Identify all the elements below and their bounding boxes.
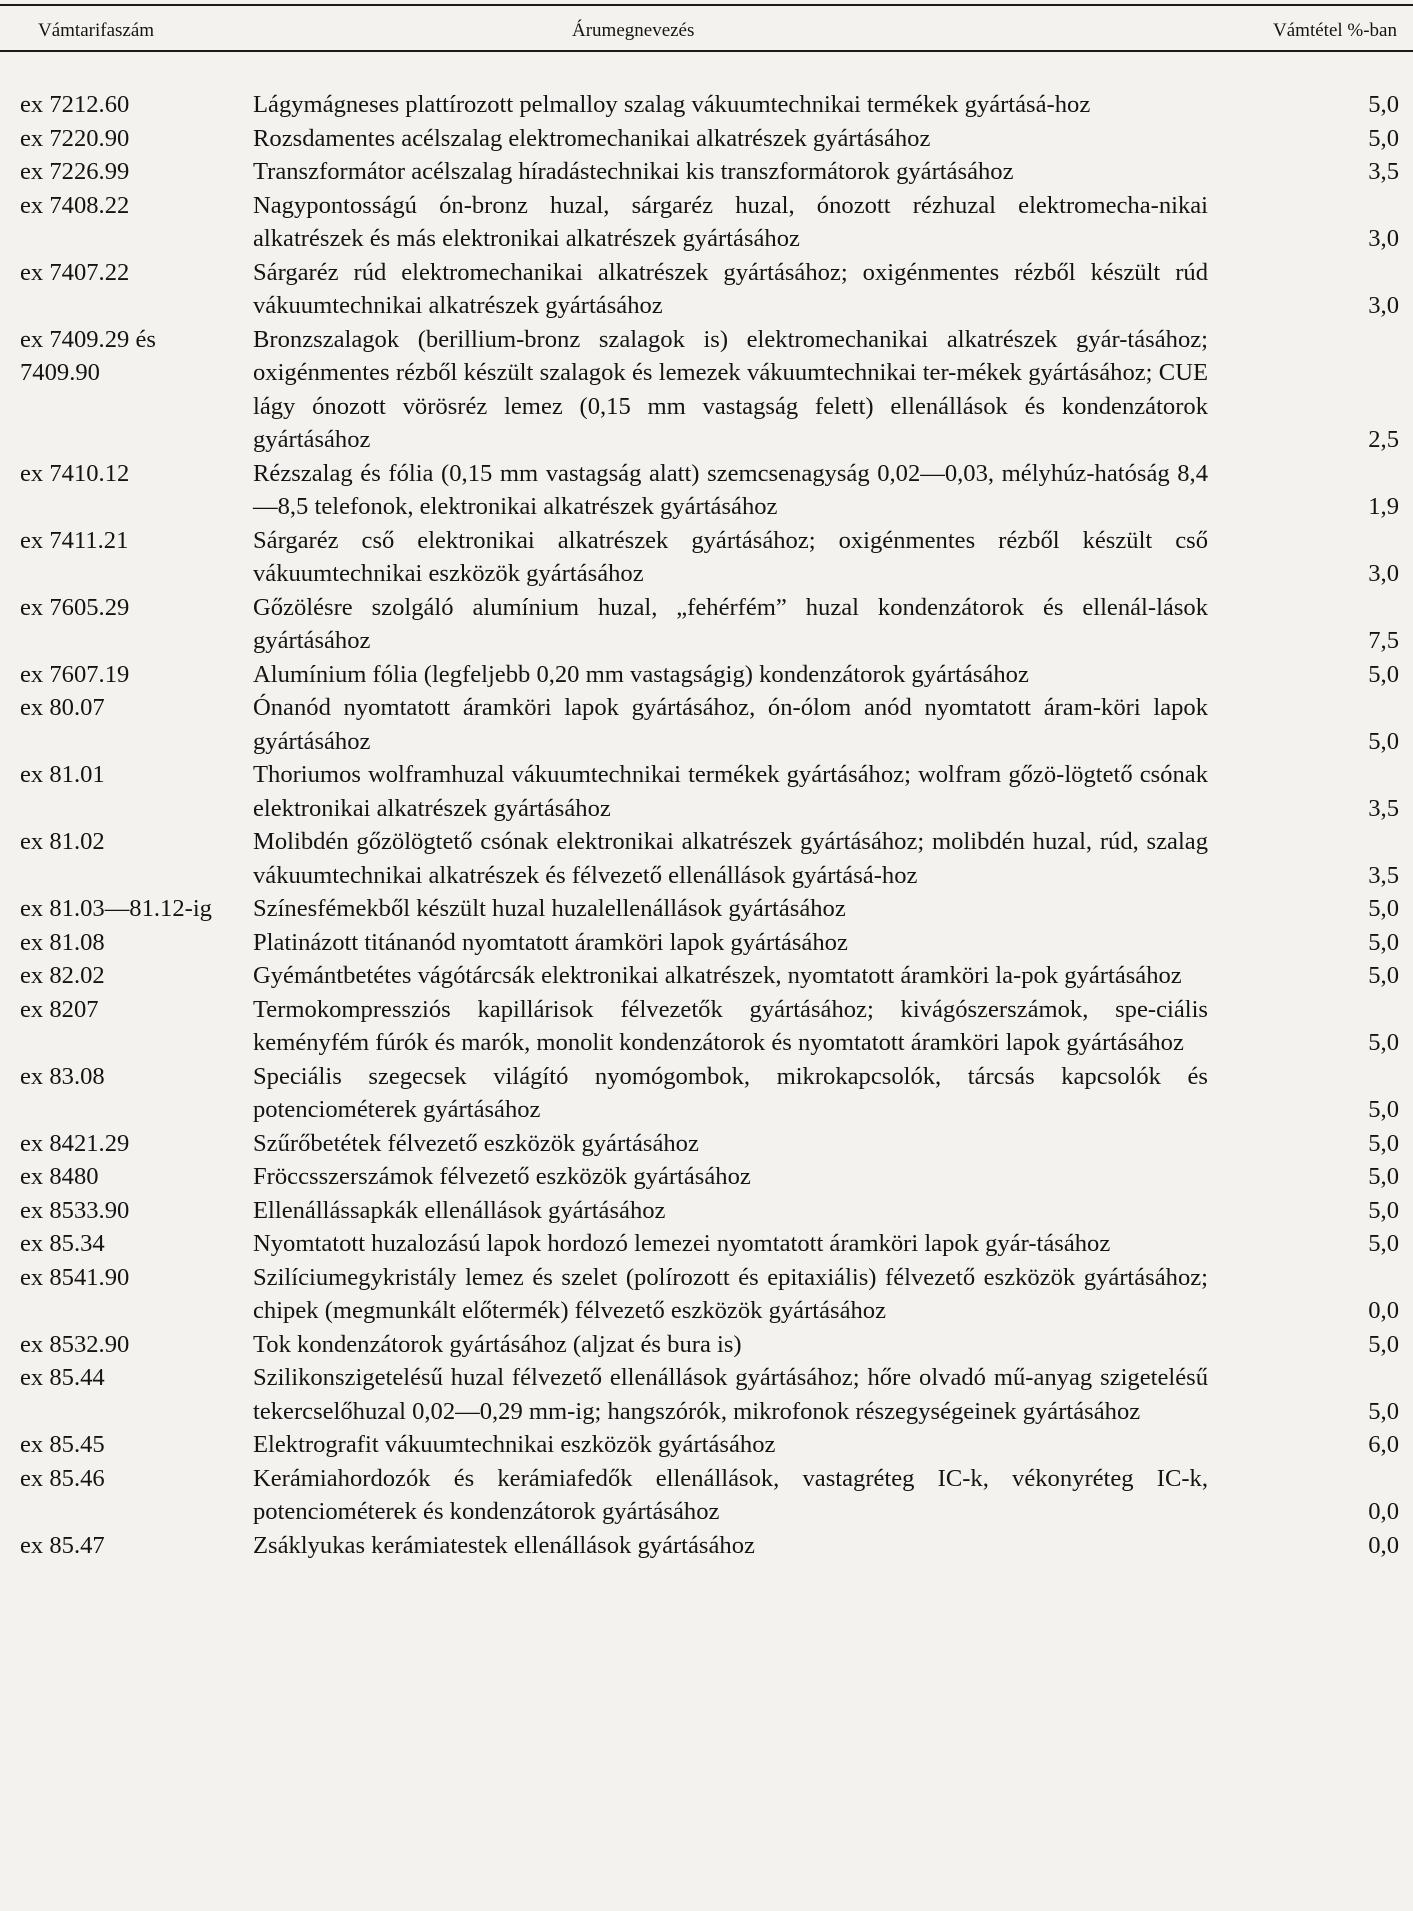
tariff-code: ex 85.46 [20, 1464, 105, 1492]
product-description: Kerámiahordozók és kerámiafedők ellenállások, vastagréteg IC-k, vékonyréteg IC-k, potenciométerek és kondenzátorok gyártásához [253, 1464, 1208, 1525]
table-row [0, 591, 1413, 658]
tariff-code: ex 81.03—81.12-ig [20, 895, 212, 922]
product-description: Platinázott titánanód nyomtatott áramköri lapok gyártásához [253, 928, 848, 956]
duty-rate: 3,0 [1368, 225, 1399, 252]
tariff-code: ex 8541.90 [20, 1263, 130, 1291]
table-row [0, 658, 1413, 692]
table-row [0, 959, 1413, 993]
product-description: Rozsdamentes acélszalag elektromechanikai alkatrészek gyártásához [253, 124, 931, 152]
duty-rate: 5,0 [1368, 1029, 1399, 1056]
header-rule [0, 50, 1413, 52]
table-row [0, 323, 1413, 457]
product-description: Molibdén gőzölögtető csónak elektronikai alkatrészek gyártásához; molibdén huzal, rúd, szalag vákuumtechnikai alkatrészek és félvezető ellenállások gyártásá-hoz [253, 828, 1208, 889]
duty-rate: 3,5 [1368, 794, 1399, 822]
tariff-code: ex 8533.90 [20, 1196, 130, 1224]
product-description: Transzformátor acélszalag híradástechnikai kis transzformátorok gyártásához [253, 158, 1014, 185]
tariff-code: ex 85.47 [20, 1531, 105, 1559]
tariff-code: ex 81.08 [20, 928, 105, 956]
duty-rate: 5,0 [1368, 962, 1399, 989]
tariff-code: ex 7410.12 [20, 459, 130, 487]
tariff-code: ex 7212.60 [20, 91, 130, 118]
duty-rate: 3,5 [1368, 158, 1399, 185]
duty-rate: 2,5 [1368, 426, 1399, 453]
table-row [0, 1227, 1413, 1261]
product-description: Sárgaréz cső elektronikai alkatrészek gyártásához; oxigénmentes rézből készült cső vákuumtechnikai eszközök gyártásához [253, 526, 1208, 587]
table-row [0, 1060, 1413, 1127]
product-description: Tok kondenzátorok gyártásához (aljzat és bura is) [253, 1330, 742, 1358]
duty-rate: 5,0 [1368, 1129, 1399, 1157]
header-rate: Vámtétel %-ban [1273, 20, 1397, 41]
duty-rate: 0,0 [1368, 1531, 1399, 1559]
table-row [0, 256, 1413, 323]
table-body [0, 88, 1413, 1562]
duty-rate: 7,5 [1368, 627, 1399, 654]
tariff-code: ex 7407.22 [20, 258, 130, 286]
duty-rate: 5,0 [1368, 1397, 1399, 1425]
tariff-code: ex 80.07 [20, 694, 105, 721]
table-row [0, 1261, 1413, 1328]
table-row [0, 892, 1413, 926]
product-description: Elektrografit vákuumtechnikai eszközök gyártásához [253, 1431, 776, 1458]
product-description: Thoriumos wolframhuzal vákuumtechnikai termékek gyártásához; wolfram gőzö-lögtető csónak elektronikai alkatrészek gyártásához [253, 761, 1208, 822]
tariff-code: ex 7411.21 [20, 526, 129, 554]
table-header [0, 6, 1413, 50]
product-description: Gőzölésre szolgáló alumínium huzal, „fehérfém” huzal kondenzátorok és ellenál-lások gyártásához [253, 593, 1208, 654]
table-row [0, 1127, 1413, 1161]
table-row [0, 926, 1413, 960]
duty-rate: 6,0 [1368, 1431, 1399, 1458]
duty-rate: 5,0 [1368, 1196, 1399, 1224]
duty-rate: 3,0 [1368, 560, 1399, 587]
product-description: Speciális szegecsek világító nyomógombok, mikrokapcsolók, tárcsás kapcsolók és potenciométerek gyártásához [253, 1062, 1208, 1123]
product-description: Szűrőbetétek félvezető eszközök gyártásához [253, 1129, 699, 1157]
product-description: Nagypontosságú ón-bronz huzal, sárgaréz huzal, ónozott rézhuzal elektromecha-nikai alkatrészek és más elektronikai alkatrészek gyártásához [253, 191, 1208, 252]
product-description: Fröccsszerszámok félvezető eszközök gyártásához [253, 1163, 751, 1190]
duty-rate: 5,0 [1368, 124, 1399, 152]
table-row [0, 155, 1413, 189]
product-description: Alumínium fólia (legfeljebb 0,20 mm vastagságig) kondenzátorok gyártásához [253, 660, 1029, 688]
duty-rate: 5,0 [1368, 660, 1399, 688]
duty-rate: 5,0 [1368, 1096, 1399, 1123]
product-description: Bronzszalagok (berillium-bronz szalagok is) elektromechanikai alkatrészek gyár-tásához; oxigénmentes rézből készült szalagok és lemezek vákuumtechnikai ter-mékek gyártásához; CUE lágy ónozott vörösréz lemez (0,15 mm vastagság felett) ellenállások és kondenzátorok gyártásához [253, 325, 1208, 453]
product-description: Szilíciumegykristály lemez és szelet (polírozott és epitaxiális) félvezető eszközök gyártásához; chipek (megmunkált előtermék) félvezető eszközök gyártásához [253, 1263, 1208, 1324]
product-description: Szilikonszigetelésű huzal félvezető ellenállások gyártásához; hőre olvadó mű-anyag szigetelésű tekercselőhuzal 0,02—0,29 mm-ig; hangszórók, mikrofonok részegységeinek gyártásához [253, 1364, 1208, 1425]
duty-rate: 5,0 [1368, 1330, 1399, 1358]
duty-rate: 3,5 [1368, 861, 1399, 889]
table-row [0, 189, 1413, 256]
tariff-code: ex 8421.29 [20, 1129, 130, 1157]
table-row [0, 457, 1413, 524]
product-description: Ónanód nyomtatott áramköri lapok gyártásához, ón-ólom anód nyomtatott áram-köri lapok gyártásához [253, 694, 1208, 755]
table-row [0, 1361, 1413, 1428]
table-row [0, 691, 1413, 758]
table-row [0, 758, 1413, 825]
table-row [0, 1529, 1413, 1563]
tariff-code: ex 85.34 [20, 1230, 105, 1257]
duty-rate: 5,0 [1368, 895, 1399, 922]
duty-rate: 0,0 [1368, 1297, 1399, 1324]
product-description: Rézszalag és fólia (0,15 mm vastagság alatt) szemcsenagyság 0,02—0,03, mélyhúz-hatóság 8,4—8,5 telefonok, elektronikai alkatrészek gyártásához [253, 459, 1208, 520]
product-description: Ellenállássapkák ellenállások gyártásához [253, 1196, 666, 1224]
tariff-code: ex 81.02 [20, 828, 105, 855]
product-description: Nyomtatott huzalozású lapok hordozó lemezei nyomtatott áramköri lapok gyár-tásához [253, 1230, 1111, 1257]
duty-rate: 5,0 [1368, 91, 1399, 118]
tariff-code: ex 7220.90 [20, 124, 130, 152]
tariff-code: ex 7226.99 [20, 158, 130, 185]
tariff-code: ex 85.45 [20, 1431, 105, 1458]
tariff-code: ex 85.44 [20, 1364, 105, 1391]
duty-rate: 3,0 [1368, 292, 1399, 319]
tariff-code: ex 8207 [20, 995, 99, 1023]
table-row [0, 993, 1413, 1060]
table-row [0, 1194, 1413, 1228]
tariff-code: ex 7607.19 [20, 660, 130, 688]
tariff-code: ex 7408.22 [20, 191, 130, 219]
table-row [0, 1428, 1413, 1462]
product-description: Gyémántbetétes vágótárcsák elektronikai alkatrészek, nyomtatott áramköri la-pok gyártásához [253, 962, 1182, 989]
table-row [0, 1160, 1413, 1194]
product-description: Termokompressziós kapillárisok félvezetők gyártásához; kivágószerszámok, spe-ciális keményfém fúrók és marók, monolit kondenzátorok és nyomtatott áramköri lapok gyártásához [253, 995, 1208, 1056]
duty-rate: 5,0 [1368, 1163, 1399, 1190]
tariff-code: ex 7605.29 [20, 593, 130, 621]
header-code: Vámtarifaszám [38, 20, 155, 41]
tariff-code: ex 8532.90 [20, 1330, 130, 1358]
duty-rate: 5,0 [1368, 727, 1399, 755]
table-row [0, 88, 1413, 122]
tariff-code: ex 8480 [20, 1163, 99, 1190]
tariff-code: ex 83.08 [20, 1062, 105, 1090]
duty-rate: 5,0 [1368, 1230, 1399, 1257]
tariff-code: ex 81.01 [20, 761, 105, 788]
table-row [0, 122, 1413, 156]
table-row [0, 524, 1413, 591]
product-description: Zsáklyukas kerámiatestek ellenállások gyártásához [253, 1531, 755, 1559]
duty-rate: 1,9 [1368, 493, 1399, 520]
product-description: Színesfémekből készült huzal huzalellenállások gyártásához [253, 895, 846, 922]
table-row [0, 825, 1413, 892]
duty-rate: 0,0 [1368, 1498, 1399, 1525]
duty-rate: 5,0 [1368, 928, 1399, 956]
product-description: Sárgaréz rúd elektromechanikai alkatrészek gyártásához; oxigénmentes rézből készült rúd vákuumtechnikai alkatrészek gyártásához [253, 258, 1208, 319]
table-row [0, 1462, 1413, 1529]
tariff-code: ex 7409.29 és 7409.90 [20, 325, 156, 386]
table-row [0, 1328, 1413, 1362]
header-description: Árumegnevezés [572, 20, 695, 41]
tariff-code: ex 82.02 [20, 962, 105, 989]
product-description: Lágymágneses plattírozott pelmalloy szalag vákuumtechnikai termékek gyártásá-hoz [253, 91, 1091, 118]
